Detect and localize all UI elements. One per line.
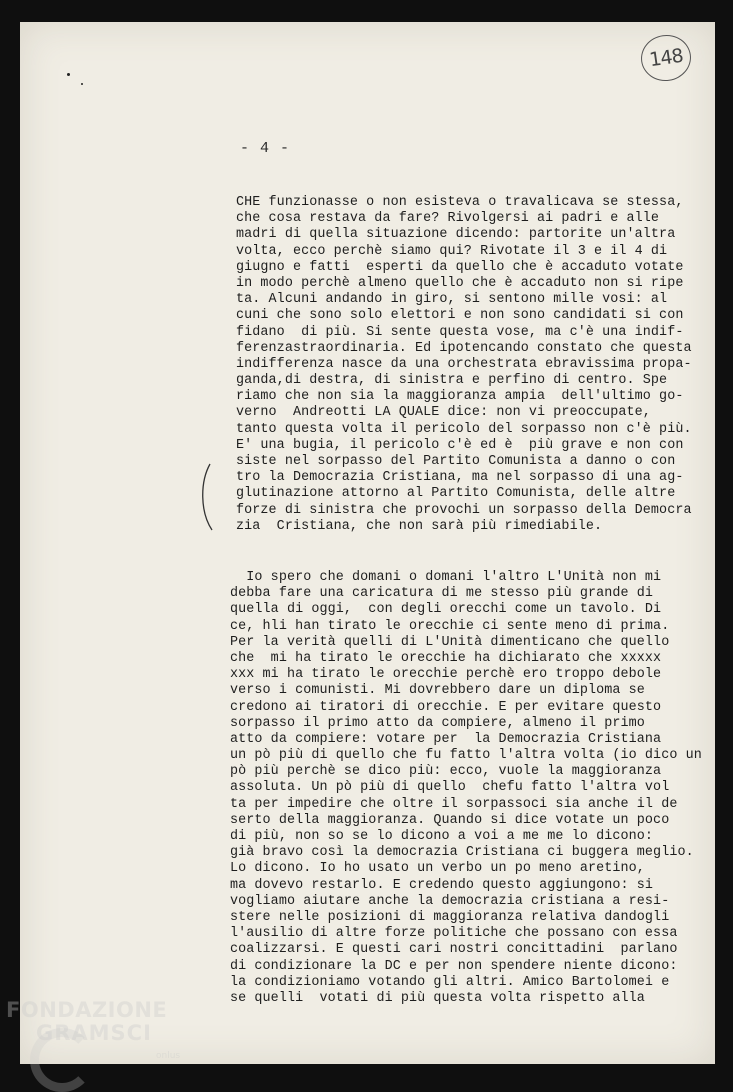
- fondazione-gramsci-watermark: [6, 998, 181, 1061]
- text-line: E' una bugia, il pericolo c'è ed è più grave e non con: [236, 437, 684, 453]
- text-line: se quelli votati di più questa volta rispetto alla: [230, 990, 645, 1006]
- text-line: tanto questa volta il pericolo del sorpasso non c'è più.: [236, 421, 692, 437]
- text-line: quella di oggi, con degli orecchi come un tavolo. Di: [230, 602, 662, 618]
- text-line: verso i comunisti. Mi dovrebbero dare un diploma se: [230, 683, 645, 699]
- text-line: ferenzastraordinaria. Ed ipotencando constato che questa: [236, 340, 692, 356]
- text-line: l'ausilio di altre forze politiche che possano con essa: [230, 926, 678, 942]
- text-line: la condizioniamo votando gli altri. Amico Bartolomei e: [230, 974, 670, 990]
- text-line: vogliamo aiutare anche la democrazia cristiana a resi-: [230, 893, 670, 909]
- text-line: cuni che sono solo elettori e non sono candidati si con: [236, 308, 684, 324]
- watermark-line1: FONDAZIONE: [6, 998, 168, 1022]
- text-line: Lo dicono. Io ho usato un verbo un po meno aretino,: [230, 861, 645, 877]
- text-line: glutinazione attorno al Partito Comunista, delle altre: [236, 486, 676, 502]
- paper-speck: [81, 83, 83, 85]
- text-line: di più, non so se lo dicono a voi a me me lo dicono:: [230, 829, 654, 844]
- text-line: zia Cristiana, che non sarà più rimediabile.: [236, 518, 603, 534]
- text-line: pò più perchè se dico più: ecco, vuole la maggioranza: [230, 764, 662, 780]
- watermark-line2: GRAMSCI: [36, 1021, 152, 1045]
- text-line: in modo perchè almeno quello che è accaduto non si ripe: [236, 275, 684, 291]
- text-line: siste nel sorpasso del Partito Comunista a danno o con: [236, 454, 676, 469]
- text-line: credono ai tiratori di orecchie. E per evitare questo: [230, 699, 662, 715]
- text-line: forze di sinistra che provochi un sorpasso della Democra: [236, 502, 692, 518]
- text-line: giugno e fatti esperti da quello che è accaduto votate: [236, 259, 684, 275]
- text-line: stere nelle posizioni di maggioranza relativa dandogli: [230, 909, 670, 925]
- paragraph-1: [236, 195, 706, 535]
- text-line: ce, hli han tirato le orecchie ci sente meno di prima.: [230, 618, 670, 634]
- text-line: un pò più di quello che fu fatto l'altra volta (io dico un: [230, 748, 702, 764]
- text-line: che cosa restava da fare? Rivolgersi ai padri e alle: [236, 211, 660, 227]
- text-line: sorpasso il primo atto da compiere, almeno il primo: [230, 715, 645, 731]
- text-line: debba fare una caricatura di me stesso più grande di: [230, 586, 654, 602]
- paragraph-2: [230, 570, 700, 1007]
- text-line: ta per impedire che oltre il sorpassoci sia anche il de: [230, 796, 678, 812]
- text-line: che mi ha tirato le orecchie ha dichiarato che xxxxx: [230, 650, 662, 666]
- text-line: xxx mi ha tirato le orecchie perchè ero troppo debole: [230, 667, 662, 683]
- text-line: già bravo così la democrazia Cristiana ci buggera meglio.: [230, 845, 694, 861]
- paper-speck: [67, 73, 70, 76]
- text-line: riamo che non sia la maggioranza ampia dell'ultimo go-: [236, 389, 684, 405]
- text-line: ma dovevo restarlo. E credendo questo aggiungono: si: [230, 877, 654, 893]
- watermark-suffix: onlus: [156, 1051, 181, 1061]
- text-line: CHE funzionasse o non esisteva o travalicava se stessa,: [236, 195, 684, 210]
- text-line: atto da compiere: votare per la Democrazia Cristiana: [230, 731, 662, 747]
- archive-page-number-text: 148: [647, 44, 684, 72]
- text-line: indifferenza nasce da una orchestrata ebravissima propa-: [236, 356, 692, 372]
- text-line: Per la verità quelli di L'Unità dimenticano che quello: [230, 634, 670, 650]
- text-line: ta. Alcuni andando in giro, si sentono mille vosi: al: [236, 292, 668, 308]
- watermark-logo-icon: [30, 1028, 94, 1092]
- text-line: Io spero che domani o domani l'altro L'Unità non mi: [230, 570, 662, 585]
- text-line: ganda,di destra, di sinistra e perfino di centro. Spe: [236, 373, 668, 389]
- text-line: serto della maggioranza. Quando si dice votate un poco: [230, 812, 670, 828]
- page-label: - 4 -: [240, 140, 291, 157]
- text-line: verno Andreotti LA QUALE dice: non vi preoccupate,: [236, 405, 651, 421]
- text-line: coalizzarsi. E questi cari nostri concittadini parlano: [230, 942, 678, 958]
- text-line: tro la Democrazia Cristiana, ma nel sorpasso di una ag-: [236, 470, 684, 486]
- text-line: di condizionare la DC e per non spendere niente dicono:: [230, 958, 678, 974]
- margin-bracket-mark: [196, 462, 216, 532]
- text-line: assoluta. Un pò più di quello chefu fatto l'altra vol: [230, 780, 670, 796]
- text-line: madri di quella situazione dicendo: partorite un'altra: [236, 227, 676, 243]
- text-line: fidano di più. Si sente questa vose, ma c'è una indif-: [236, 324, 684, 340]
- text-line: volta, ecco perchè siamo qui? Rivotate il 3 e il 4 di: [236, 243, 668, 259]
